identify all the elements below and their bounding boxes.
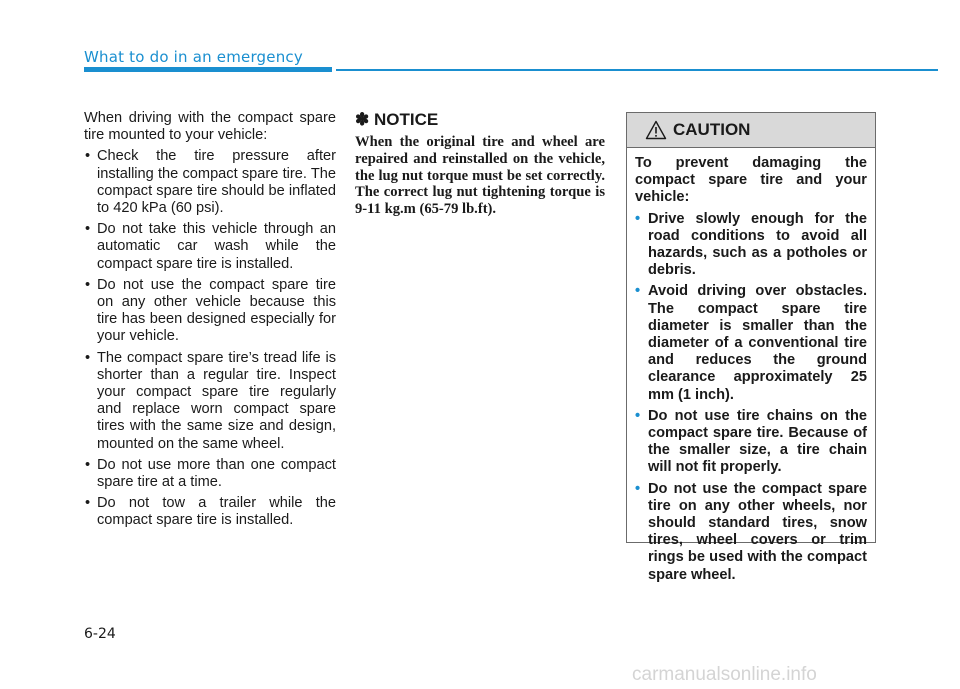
list-item: • Do not use more than one compact spare tire at a time.	[84, 457, 336, 491]
list-item: • Do not use the compact spare tire on any other wheels, nor should standard tires, snow tires, wheel covers or trim rings be used with the compact spare wheel.	[635, 481, 867, 584]
list-item: • Do not take this vehicle through an automatic car wash while the compact spare tire is installed.	[84, 221, 336, 273]
bullet-list	[84, 148, 336, 529]
list-item: • Do not tow a trailer while the compact spare tire is installed.	[84, 495, 336, 529]
list-item: • Do not use the compact spare tire on any other vehicle because this tire has been designed especially for your vehicle.	[84, 277, 336, 346]
list-item: • Check the tire pressure after installing the compact spare tire. The compact spare tire should be inflated to 420 kPa (60 psi).	[84, 148, 336, 217]
list-item: • The compact spare tire’s tread life is shorter than a regular tire. Inspect your compact spare tire regularly and replace worn compact spare tires with the same size and design, mounted on the same wheel.	[84, 350, 336, 453]
intro-text: When driving with the compact spare tire mounted to your vehicle:	[84, 110, 336, 144]
watermark: carmanualsonline.info	[632, 664, 817, 685]
page-number: 6-24	[84, 626, 116, 642]
notice-section	[355, 110, 605, 218]
warning-triangle-icon	[645, 120, 667, 140]
header-rule-thin	[336, 69, 938, 71]
notice-title: ✽ NOTICE	[355, 110, 439, 129]
list-item: • Drive slowly enough for the road conditions to avoid all hazards, such as a potholes or debris.	[635, 211, 867, 280]
caution-intro: To prevent damaging the compact spare tire and your vehicle:	[635, 155, 867, 206]
caution-title: CAUTION	[673, 120, 751, 139]
caution-list	[635, 211, 867, 584]
header-rule-thick	[84, 67, 332, 72]
caution-body	[627, 148, 875, 584]
caution-box	[626, 112, 876, 583]
notice-body: When the original tire and wheel are repaired and reinstalled on the vehicle, the lug nut torque must be set correctly. The correct lug nut tightening torque is 9-11 kg.m (65-79 lb.ft).	[355, 134, 605, 218]
section-title: What to do in an emergency	[84, 48, 303, 66]
list-item: • Avoid driving over obstacles. The compact spare tire diameter is smaller than the diameter of a conventional tire and reduces the ground clearance approximately 25 mm (1 inch).	[635, 283, 867, 403]
list-item: • Do not use tire chains on the compact spare tire. Because of the smaller size, a tire chain will not fit properly.	[635, 408, 867, 477]
caution-header	[627, 113, 875, 148]
left-column	[84, 110, 336, 534]
